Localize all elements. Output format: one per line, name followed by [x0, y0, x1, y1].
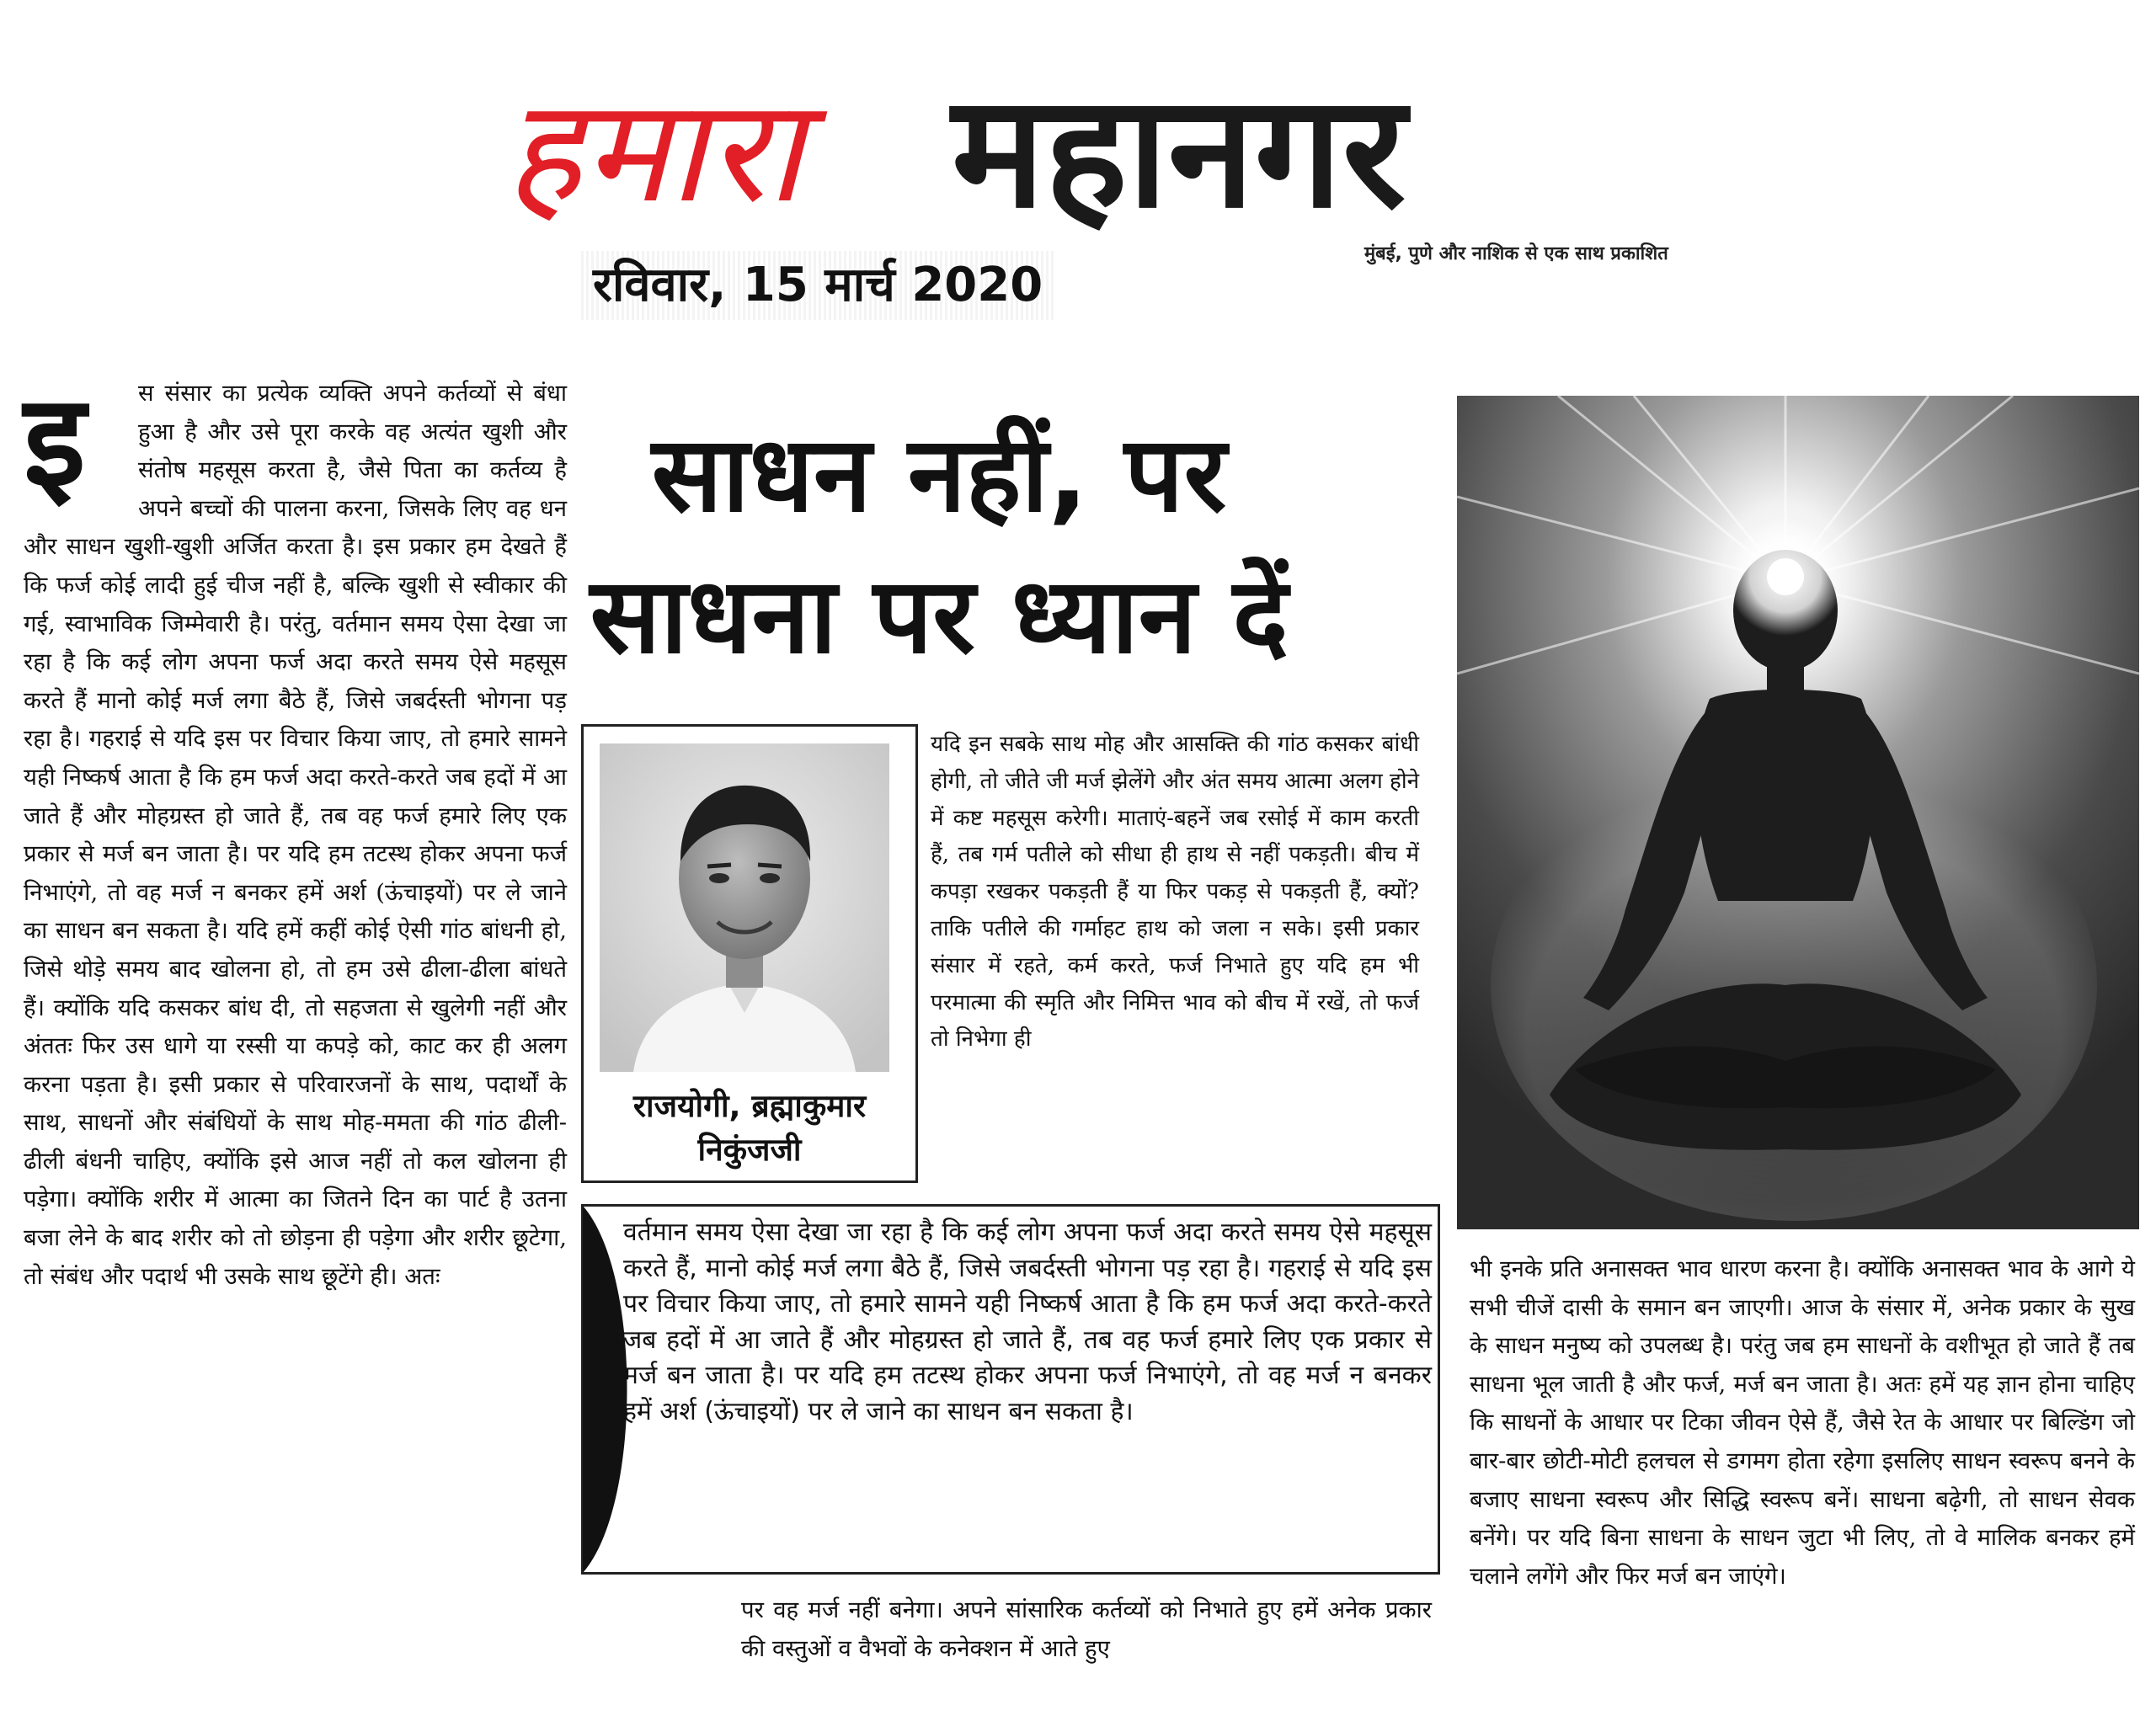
meditation-image — [1457, 396, 2139, 1229]
author-byline — [590, 1084, 910, 1172]
meditation-illustration — [1457, 396, 2139, 1229]
pull-quote-text: वर्तमान समय ऐसा देखा जा रहा है कि कई लोग अपना फर्ज अदा करते समय ऐसे महसूस करते हैं, मानो कोई मर्ज लगा बैठे हैं, जिसे जबर्दस्ती भोगना पड़ रहा है। गहराई से यदि इस पर विचार किया जाए, तो हमारे सामने यही निष्कर्ष आता है कि हम फर्ज अदा करते-करते जब हदों में आ जाते हैं और मोहग्रस्त हो जाते हैं, तब वह फर्ज हमारे लिए एक प्रकार से मर्ज बन जाता है। पर यदि हम तटस्थ होकर अपना फर्ज निभाएंगे, तो वह मर्ज न बनकर हमें अर्श (ऊंचाइयों) पर ले जाने का साधन बन सकता है। — [623, 1218, 1432, 1426]
drop-cap: इ — [24, 368, 86, 514]
article-column-1-text: स संसार का प्रत्येक व्यक्ति अपने कर्तव्यों से बंधा हुआ है और उसे पूरा करके वह अत्यंत खुशी और संतोष महसूस करता है, जैसे पिता का कर्तव्य है अपने बच्चों की पालना करना, जिसके लिए वह धन और साधन खुशी-खुशी अर्जित करता है। इस प्रकार हम देखते हैं कि फर्ज कोई लादी हुई चीज नहीं है, बल्कि खुशी से स्वीकार की गई, स्वाभाविक जिम्मेवारी है। परंतु, वर्तमान समय ऐसा देखा जा रहा है कि कई लोग अपना फर्ज अदा करते समय ऐसे महसूस करते हैं मानो कोई मर्ज लगा बैठे हैं, जिसे जबर्दस्ती भोगना पड़ रहा है। गहराई से यदि इस पर विचार किया जाए, तो हमारे सामने यही निष्कर्ष आता है कि हम फर्ज अदा करते-करते जब हदों में आ जाते हैं और मोहग्रस्त हो जाते हैं, तब वह फर्ज हमारे लिए एक प्रकार से मर्ज बन जाता है। पर यदि हम तटस्थ होकर अपना फर्ज निभाएंगे, तो वह मर्ज न बनकर हमें अर्श (ऊंचाइयों) पर ले जाने का साधन बन सकता है। यदि हमें कहीं कोई ऐसी गांठ बांधनी हो, जिसे थोड़े समय बाद खोलना हो, तो हम उसे ढीला-ढीला बांधते हैं। क्योंकि यदि कसकर बांध दी, तो सहजता से खुलेगी नहीं और अंततः फिर उस धागे या रस्सी या कपड़े को, काट कर ही अलग करना पड़ता है। इसी प्रकार से परिवारजनों के साथ, पदार्थों के साथ, साधनों और संबंधियों के साथ मोह-ममता की गांठ ढीली-ढीली बंधनी चाहिए, क्योंकि इसे आज नहीं तो कल खोलना ही पड़ेगा। क्योंकि शरीर में आत्मा का जितने दिन का पार्ट है उतना बजा लेने के बाद शरीर को तो छोड़ना ही पड़ेगा और शरीर छूटेगा, तो संबंध और पदार्थ भी उसके साथ छूटेंगे ही। अतः — [24, 380, 567, 1290]
article-column-1 — [24, 368, 567, 1296]
headline — [438, 404, 1440, 687]
article-column-2: यदि इन सबके साथ मोह और आसक्ति की गांठ कसकर बांधी होगी, तो जीते जी मर्ज झेलेंगे और अंत समय आत्मा अलग होने में कष्ट महसूस करेगी। माताएं-बहनें जब रसोई में काम करती हैं, तब गर्म पतीले को सीधा ही हाथ से नहीं पकड़ती। बीच में कपड़ा रखकर पकड़ती हैं या फिर पकड़ से पकड़ती हैं, क्यों? ताकि पतीले की गर्माहट हाथ को जला न सके। इसी प्रकार संसार में रहते, कर्म करते, फर्ज निभाते हुए यदि हम भी परमात्मा की स्मृति और निमित्त भाव को बीच में रखें, तो फर्ज तो निभेगा ही — [931, 732, 1419, 1053]
article-bottom-strip: पर वह मर्ज नहीं बनेगा। अपने सांसारिक कर्तव्यों को निभाते हुए हमें अनेक प्रकार की वस्तुओं व वैभवों के कनेक्शन में आते हुए — [741, 1596, 1432, 1662]
masthead-hamara: हमारा — [505, 68, 805, 235]
masthead-mahanagar: महानगर — [952, 61, 1406, 242]
issue-date: रविवार, 15 मार्च 2020 — [581, 251, 1054, 320]
author-title: राजयोगी, ब्रह्माकुमार — [632, 1088, 867, 1124]
headline-line-2: साधना पर ध्यान दें — [590, 556, 1289, 677]
masthead-tagline: मुंबई, पुणे और नाशिक से एक साथ प्रकाशित — [1364, 243, 1668, 264]
headline-line-1: साधन नहीं, पर — [651, 414, 1227, 536]
author-name: निकुंजजी — [697, 1132, 802, 1168]
author-photo — [600, 743, 889, 1072]
author-photo-illustration — [600, 743, 889, 1072]
article-column-3: भी इनके प्रति अनासक्त भाव धारण करना है। क्योंकि अनासक्त भाव के आगे ये सभी चीजें दासी के समान बन जाएगी। आज के संसार में, अनेक प्रकार के सुख के साधन मनुष्य को उपलब्ध है। परंतु जब हम साधनों के वशीभूत हो जाते हैं तब साधना भूल जाती है और फर्ज, मर्ज बन जाता है। अतः हमें यह ज्ञान होना चाहिए कि साधनों के आधार पर टिका जीवन ऐसे हैं, जैसे रेत के आधार पर बिल्डिंग जो बार-बार छोटी-मोटी हलचल से डगमग होता रहेगा इसलिए साधन स्वरूप बनने के बजाए साधना स्वरूप और सिद्धि स्वरूप बनें। साधना बढ़ेगी, तो साधन सेवक बनेंगे। पर यदि बिना साधना के साधन जुटा भी लिए, तो वे मालिक बनकर हमें चलाने लगेंगे और फिर मर्ज बन जाएंगे। — [1470, 1255, 2135, 1590]
